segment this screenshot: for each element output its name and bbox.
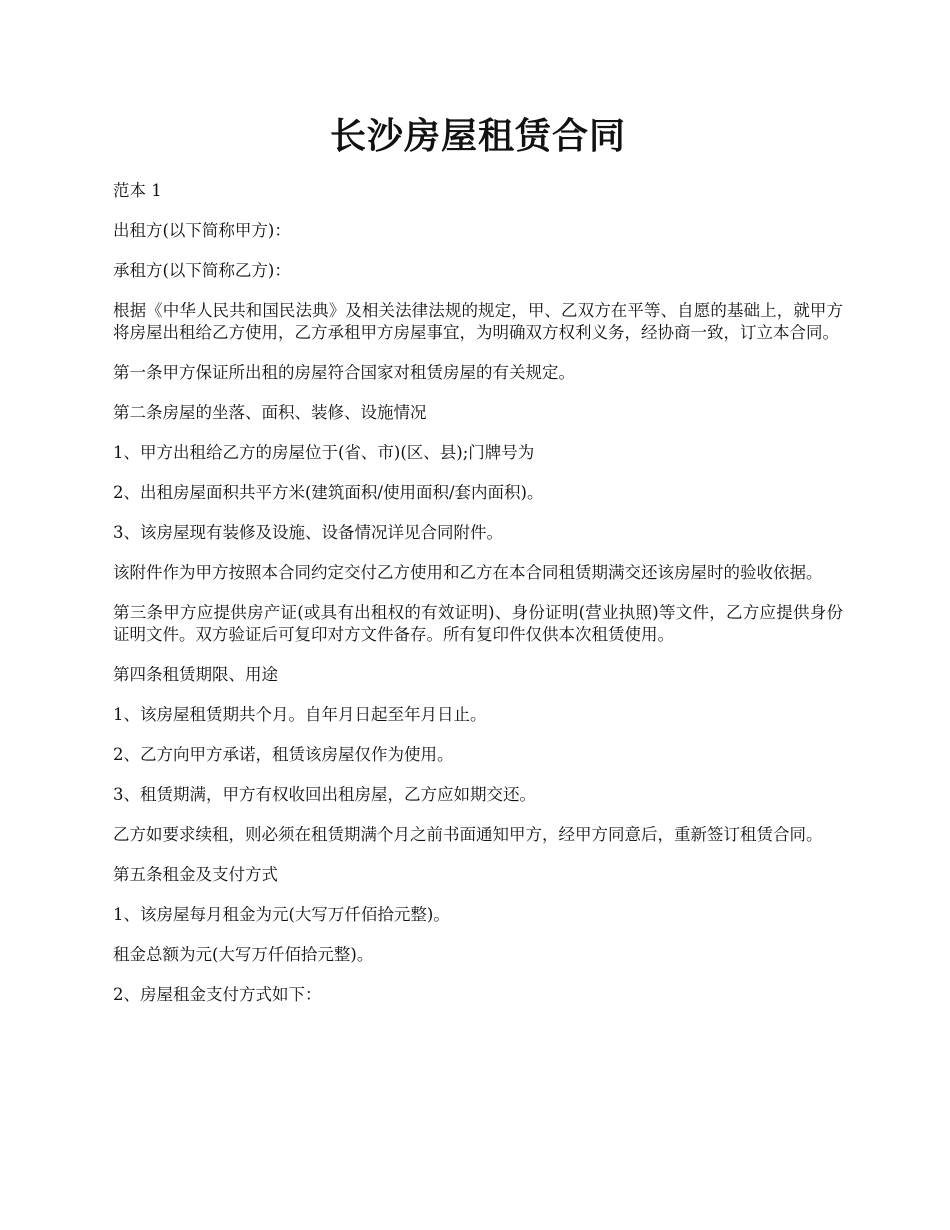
paragraph-article-5-item-1: 1、该房屋每月租金为元(大写万仟佰拾元整)。 [113, 905, 450, 924]
paragraph-template-label: 范本 1 [113, 181, 162, 200]
paragraph-article-4-item-2: 2、乙方向甲方承诺，租赁该房屋仅作为使用。 [113, 745, 454, 764]
paragraph-article-2-item-1: 1、甲方出租给乙方的房屋位于(省、市)(区、县);门牌号为 [113, 443, 535, 462]
paragraph-lessee: 承租方(以下简称乙方)： [113, 261, 291, 280]
paragraph-article-1: 第一条甲方保证所出租的房屋符合国家对租赁房屋的有关规定。 [113, 363, 575, 382]
paragraph-renewal: 乙方如要求续租，则必须在租赁期满个月之前书面通知甲方，经甲方同意后，重新签订租赁合同。 [113, 825, 823, 844]
paragraph-article-4-item-1: 1、该房屋租赁期共个月。自年月日起至年月日止。 [113, 705, 487, 724]
document-body [113, 180, 843, 1024]
paragraph-article-2-item-3: 3、该房屋现有装修及设施、设备情况详见合同附件。 [113, 523, 503, 542]
document-title: 长沙房屋租赁合同 [329, 115, 626, 157]
paragraph-article-5-item-2: 2、房屋租金支付方式如下： [113, 985, 322, 1004]
paragraph-article-2-item-2: 2、出租房屋面积共平方米(建筑面积/使用面积/套内面积)。 [113, 483, 544, 502]
paragraph-preamble: 根据《中华人民共和国民法典》及相关法律法规的规定，甲、乙双方在平等、自愿的基础上，就甲方将房屋出租给乙方使用，乙方承租甲方房屋事宜，为明确双方权利义务，经协商一致，订立本合同。 [113, 301, 843, 342]
paragraph-article-4-item-3: 3、租赁期满，甲方有权收回出租房屋，乙方应如期交还。 [113, 785, 536, 804]
paragraph-lessor: 出租方(以下简称甲方)： [113, 221, 291, 240]
paragraph-article-3: 第三条甲方应提供房产证(或具有出租权的有效证明)、身份证明(营业执照)等文件，乙方应提供身份证明文件。双方验证后可复印对方文件备存。所有复印件仅供本次租赁使用。 [113, 603, 843, 644]
paragraph-annex-note: 该附件作为甲方按照本合同约定交付乙方使用和乙方在本合同租赁期满交还该房屋时的验收依据。 [113, 563, 823, 582]
paragraph-article-5-heading: 第五条租金及支付方式 [113, 865, 278, 884]
paragraph-article-4-heading: 第四条租赁期限、用途 [113, 665, 278, 684]
paragraph-total-rent: 租金总额为元(大写万仟佰拾元整)。 [113, 945, 374, 964]
paragraph-article-2-heading: 第二条房屋的坐落、面积、装修、设施情况 [113, 403, 427, 422]
